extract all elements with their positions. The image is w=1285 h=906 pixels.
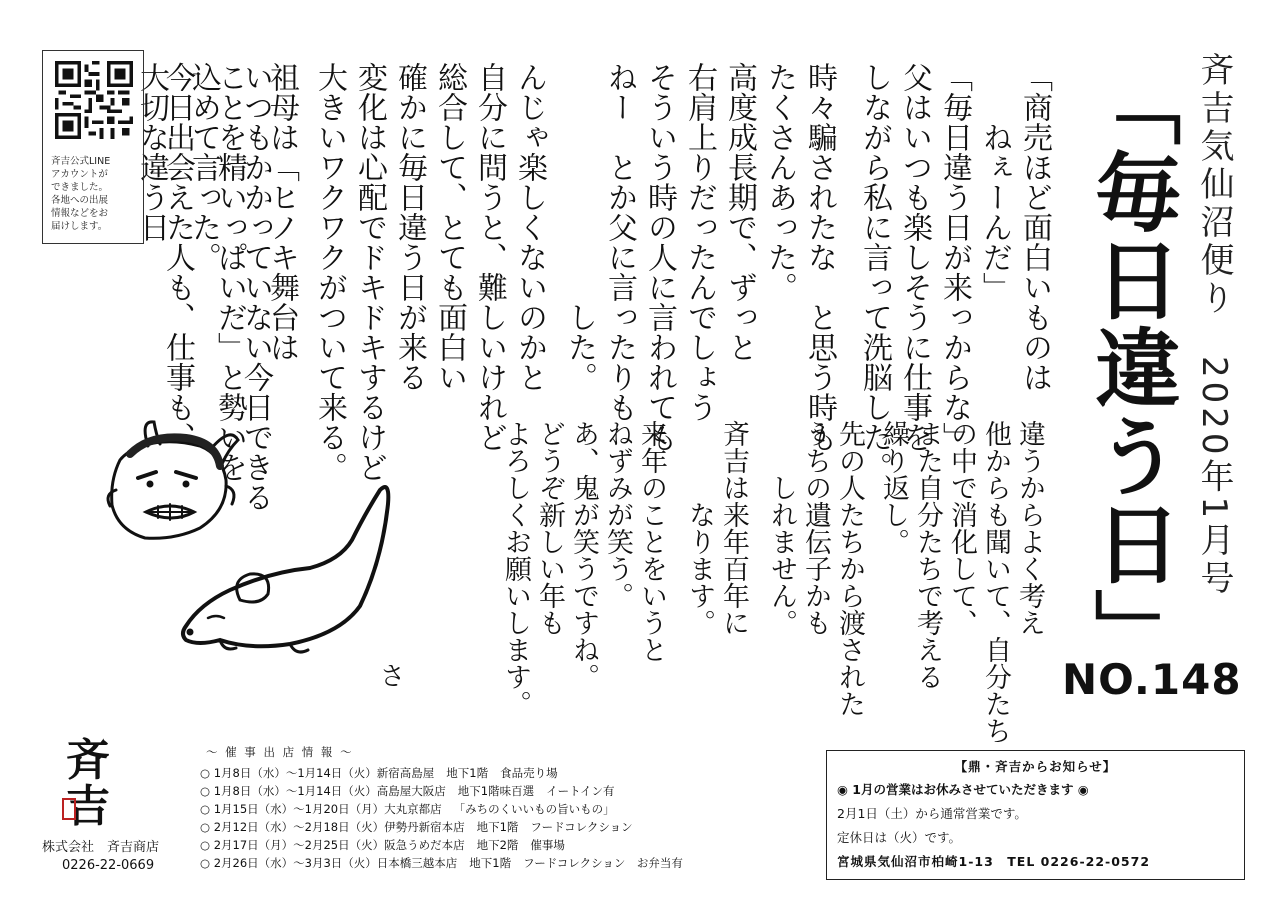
qr-caption-line: 届けします。 — [51, 221, 108, 232]
event-detail: 地下1階 — [446, 766, 489, 780]
event-detail: 催事場 — [530, 838, 565, 852]
qr-caption-line: できました。 — [51, 182, 109, 193]
event-detail: 食品売り場 — [500, 766, 558, 780]
essay-line: の中で消化して、 — [946, 420, 977, 636]
notice-line: ◉ 1月の営業はお休みさせていただきます ◉ — [837, 782, 1089, 797]
list-item — [200, 764, 683, 782]
essay-line: いつもかかっていない今日できる — [238, 62, 273, 512]
qr-caption-line: 各地への出展 — [51, 195, 109, 206]
qr-code-icon[interactable] — [55, 61, 133, 139]
essay-line: 来年のことをいうと — [636, 420, 667, 663]
essay-line: 「商売ほど面白いものは — [1017, 62, 1052, 392]
essay-line: ねぇーんだ」 — [977, 62, 1012, 302]
essay-line: どうぞ新しい年も — [534, 420, 565, 636]
company-logo — [66, 735, 110, 832]
essay-line: 違うからよく考え — [1014, 420, 1045, 636]
event-detail: 地下1階味百選 — [457, 784, 535, 798]
event-detail: フードコレクション お弁当有 — [523, 856, 683, 870]
company-name: 株式会社 斉吉商店 — [42, 840, 160, 855]
artist-signature: さ — [375, 662, 405, 688]
essay-line: んじゃ楽しくないのかと — [512, 62, 547, 392]
event-detail: 地下2階 — [476, 838, 519, 852]
event-list-title: ～ 催 事 出 店 情 報 ～ — [206, 745, 354, 759]
essay-line: 右肩上りだったんでしょう — [682, 62, 717, 422]
essay-line: 父はいつも楽しそうに仕事を — [897, 62, 932, 452]
qr-caption-line: 情報などをお — [51, 208, 109, 219]
essay-line: 変化は心配でドキドキするけど — [352, 62, 387, 482]
list-item — [200, 818, 683, 836]
notice-address: 宮城県気仙沼市柏崎1-13 TEL 0226-22-0572 — [837, 854, 1151, 869]
essay-line: たくさんあった。 — [762, 62, 797, 302]
essay-line: 大切な違う日 — [134, 62, 169, 242]
notice-line: 2月1日（土）から通常営業です。 — [837, 806, 1027, 821]
logo-char: 吉 — [66, 781, 110, 832]
essay-line: した。 — [562, 62, 597, 392]
list-item — [200, 836, 683, 854]
essay-line: よろしくお願いします。 — [500, 420, 531, 717]
qr-caption-line: 斉吉公式LINE — [51, 156, 111, 167]
list-item — [200, 800, 683, 818]
event-date: ○ 1月8日（水）～1月14日（火）新宿高島屋 — [200, 766, 435, 780]
essay-line: 今日出会えた人も、仕事も、 — [160, 62, 195, 452]
essay-line: 「毎日違う日が来っからな」 — [937, 62, 972, 452]
newsletter-masthead: 斉吉気仙沼便り 2020年1月号 — [1194, 52, 1234, 599]
essay-line: また自分たちで考える — [912, 420, 943, 690]
company-phone: 0226-22-0669 — [62, 858, 155, 873]
essay-line: 確かに毎日違う日が来る — [392, 62, 427, 392]
essay-line: あ、鬼が笑うですね。 — [568, 420, 599, 690]
essay-line: そういう時の人に言われても — [642, 62, 677, 452]
list-item — [200, 782, 683, 800]
logo-char: 斉 — [66, 735, 110, 786]
oni-face-icon — [108, 422, 238, 538]
event-date: ○ 1月8日（水）～1月14日（火）高島屋大阪店 — [200, 784, 446, 798]
event-date: ○ 2月17日（月）～2月25日（火）阪急うめだ本店 — [200, 838, 465, 852]
event-detail: 地下1階 — [476, 820, 519, 834]
notice-box — [826, 750, 1245, 880]
issue-number: NO.148 — [1062, 655, 1242, 704]
notice-line: 定休日は（火）です。 — [837, 830, 962, 845]
essay-line: 総合して、とても面白い — [432, 62, 467, 392]
event-date: ○ 1月15日（水）～1月20日（月）大丸京都店 — [200, 802, 442, 816]
essay-line: うちの遺伝子かも — [800, 420, 831, 636]
essay-line: なります。 — [684, 420, 715, 636]
event-date: ○ 2月12日（水）～2月18日（火）伊勢丹新宿本店 — [200, 820, 465, 834]
essay-line: 繰り返し。 — [878, 420, 909, 555]
mouse-icon — [183, 487, 388, 652]
essay-line: ことを精いっぱいだ」と勢いを — [212, 62, 247, 482]
essay-line: しながら私に言って洗脳した。 — [857, 62, 892, 482]
qr-caption-line: アカウントが — [51, 169, 108, 180]
essay-line: 先の人たちから渡された — [834, 420, 865, 717]
headline-title: 「毎日違う日」 — [1080, 60, 1181, 676]
notice-title: 【鼎・斉吉からお知らせ】 — [954, 759, 1117, 774]
essay-line: 自分に問うと、難しいけれど — [472, 62, 507, 452]
qr-caption — [51, 155, 139, 233]
event-detail: イートイン有 — [546, 784, 615, 798]
essay-line: 込めて言った。 — [186, 62, 221, 272]
essay-line: 他からも聞いて、自分たち — [980, 420, 1011, 744]
essay-line: 高度成長期で、ずっと — [722, 62, 757, 362]
essay-line: ねずみが笑う。 — [602, 420, 633, 609]
event-detail: 「みちのくいいもの旨いもの」 — [453, 802, 615, 816]
event-detail: フードコレクション — [530, 820, 633, 834]
essay-line: ねー とか父に言ったりも — [602, 62, 637, 422]
oni-and-mouse-illustration — [90, 420, 410, 700]
essay-line: しれません。 — [766, 420, 797, 636]
essay-line: 大きいワクワクがついて来る。 — [312, 62, 347, 482]
essay-line: 時々騙されたな と思う時も — [802, 62, 837, 452]
event-date: ○ 2月26日（水）～3月3日（火）日本橋三越本店 — [200, 856, 458, 870]
event-detail: 地下1階 — [469, 856, 512, 870]
event-list — [200, 744, 683, 872]
qr-info-box — [42, 50, 144, 244]
list-item — [200, 854, 683, 872]
essay-line: 祖母は「ヒノキ舞台は — [264, 62, 299, 362]
essay-line: 斉吉は来年百年に — [718, 420, 749, 636]
red-seal-icon — [62, 798, 76, 820]
